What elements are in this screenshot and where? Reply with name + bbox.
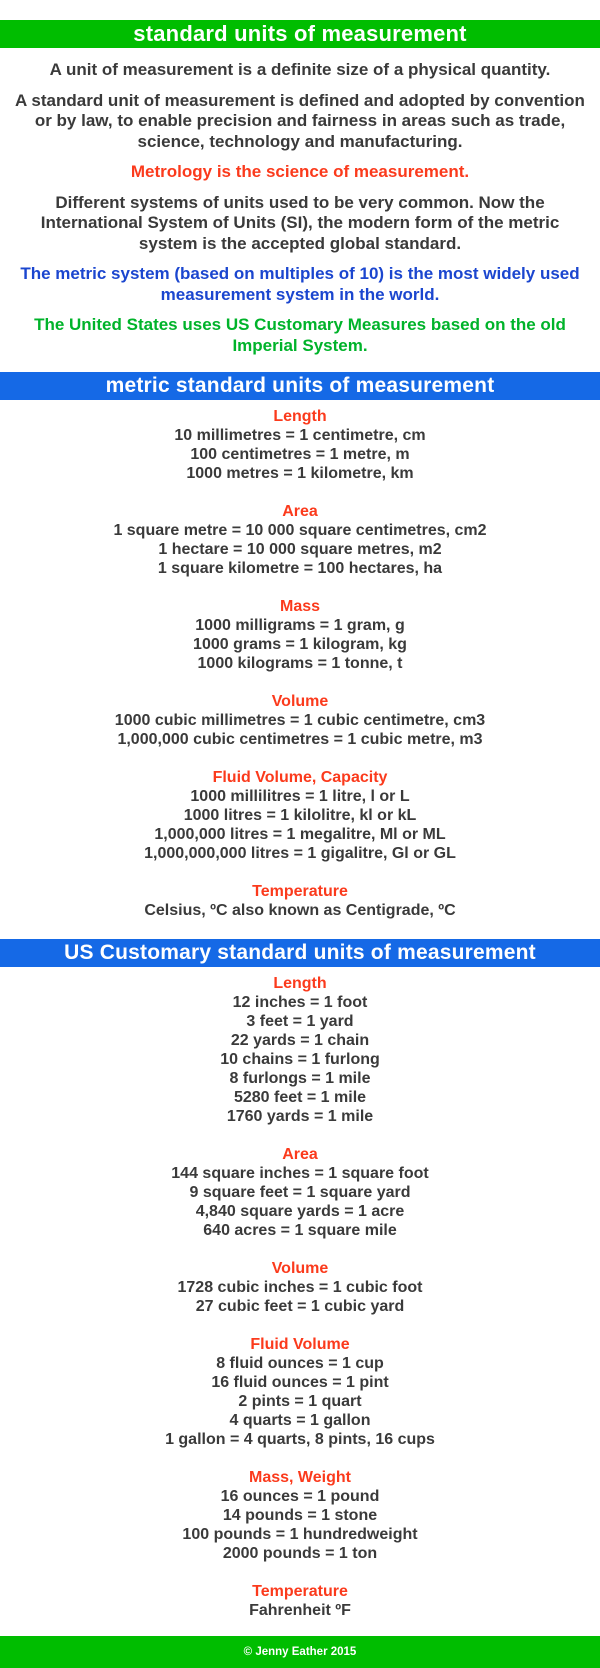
section-heading: Fluid Volume [250, 1336, 350, 1353]
conversion-line: 1000 kilograms = 1 tonne, t [197, 655, 403, 672]
intro-paragraph: The United States uses US Customary Measures based on the old Imperial System. [34, 315, 566, 355]
conversion-line: 14 pounds = 1 stone [222, 1507, 378, 1524]
intro-paragraph: A unit of measurement is a definite size of a physical quantity. [49, 60, 551, 79]
conversion-line: 1 gallon = 4 quarts, 8 pints, 16 cups [165, 1431, 435, 1448]
section-mass-weight [0, 1468, 600, 1563]
section-heading: Volume [271, 693, 329, 710]
conversion-line: 1000 litres = 1 kilolitre, kl or kL [183, 807, 417, 824]
section-temperature [0, 882, 600, 920]
section-fluid-volume-capacity [0, 768, 600, 863]
section-temperature [0, 1582, 600, 1620]
conversion-line: 1,000,000,000 litres = 1 gigalitre, Gl or GL [144, 845, 456, 862]
metric-sections [0, 400, 600, 920]
conversion-line: Fahrenheit ºF [249, 1602, 351, 1619]
conversion-line: 1760 yards = 1 mile [226, 1108, 374, 1125]
section-heading: Volume [271, 1260, 329, 1277]
section-length [0, 407, 600, 483]
conversion-line: 10 millimetres = 1 centimetre, cm [174, 427, 426, 444]
conversion-line: 22 yards = 1 chain [230, 1032, 370, 1049]
section-heading: Mass [279, 598, 321, 615]
conversion-line: 1000 cubic millimetres = 1 cubic centimetre, cm3 [114, 712, 486, 729]
section-fluid-volume [0, 1335, 600, 1449]
conversion-line: 8 furlongs = 1 mile [229, 1070, 371, 1087]
conversion-line: 1000 millilitres = 1 litre, l or L [190, 788, 410, 805]
section-heading: Temperature [252, 1583, 348, 1600]
section-heading: Length [273, 975, 327, 992]
conversion-line: 16 fluid ounces = 1 pint [211, 1374, 389, 1391]
section-heading: Temperature [252, 883, 348, 900]
section-heading: Fluid Volume, Capacity [212, 769, 388, 786]
us-banner-title: US Customary standard units of measurement [64, 941, 536, 964]
section-area [0, 1145, 600, 1240]
copyright-text: © Jenny Eather 2015 [243, 1646, 357, 1658]
conversion-line: Celsius, ºC also known as Centigrade, ºC [144, 902, 456, 919]
conversion-line: 2000 pounds = 1 ton [222, 1545, 378, 1562]
section-heading: Length [273, 408, 327, 425]
conversion-line: 144 square inches = 1 square foot [171, 1165, 429, 1182]
conversion-line: 5280 feet = 1 mile [233, 1089, 367, 1106]
intro-paragraph: Metrology is the science of measurement. [130, 162, 470, 181]
main-title-banner [0, 20, 600, 48]
metric-section-banner [0, 372, 600, 400]
intro-paragraphs [0, 48, 600, 372]
section-heading: Mass, Weight [249, 1469, 351, 1486]
conversion-line: 1 hectare = 10 000 square metres, m2 [158, 541, 442, 558]
conversion-line: 1 square metre = 10 000 square centimetres, cm2 [113, 522, 487, 539]
conversion-line: 1000 milligrams = 1 gram, g [195, 617, 405, 634]
conversion-line: 9 square feet = 1 square yard [189, 1184, 411, 1201]
section-volume [0, 692, 600, 749]
conversion-line: 1000 metres = 1 kilometre, km [186, 465, 414, 482]
conversion-line: 1,000,000 litres = 1 megalitre, Ml or ML [154, 826, 446, 843]
conversion-line: 100 centimetres = 1 metre, m [190, 446, 410, 463]
section-heading: Area [282, 503, 318, 520]
page-title: standard units of measurement [133, 21, 467, 46]
intro-paragraph: The metric system (based on multiples of 10) is the most widely used measurement system in the world. [20, 264, 580, 304]
section-area [0, 502, 600, 578]
intro-paragraph: Different systems of units used to be very common. Now the International System of Units (SI), the modern form of the metric system is the accepted global standard. [40, 192, 560, 253]
us-customary-section-banner [0, 939, 600, 967]
conversion-line: 4,840 square yards = 1 acre [195, 1203, 405, 1220]
conversion-line: 1000 grams = 1 kilogram, kg [193, 636, 407, 653]
section-length [0, 974, 600, 1126]
footer-banner [0, 1636, 600, 1668]
intro-paragraph: A standard unit of measurement is defined and adopted by convention or by law, to enable precision and fairness in areas such as trade, science, technology and manufacturing. [15, 90, 585, 151]
conversion-line: 27 cubic feet = 1 cubic yard [195, 1298, 405, 1315]
conversion-line: 12 inches = 1 foot [232, 994, 368, 1011]
conversion-line: 4 quarts = 1 gallon [229, 1412, 371, 1429]
conversion-line: 1 square kilometre = 100 hectares, ha [157, 560, 443, 577]
conversion-line: 3 feet = 1 yard [246, 1013, 354, 1030]
conversion-line: 640 acres = 1 square mile [203, 1222, 397, 1239]
section-mass [0, 597, 600, 673]
conversion-line: 16 ounces = 1 pound [220, 1488, 380, 1505]
conversion-line: 100 pounds = 1 hundredweight [182, 1526, 418, 1543]
metric-banner-title: metric standard units of measurement [105, 374, 495, 397]
section-heading: Area [282, 1146, 318, 1163]
conversion-line: 1728 cubic inches = 1 cubic foot [177, 1279, 423, 1296]
conversion-line: 2 pints = 1 quart [238, 1393, 362, 1410]
section-volume [0, 1259, 600, 1316]
us-customary-sections [0, 967, 600, 1620]
conversion-line: 8 fluid ounces = 1 cup [216, 1355, 384, 1372]
conversion-line: 10 chains = 1 furlong [220, 1051, 380, 1068]
conversion-line: 1,000,000 cubic centimetres = 1 cubic metre, m3 [117, 731, 483, 748]
